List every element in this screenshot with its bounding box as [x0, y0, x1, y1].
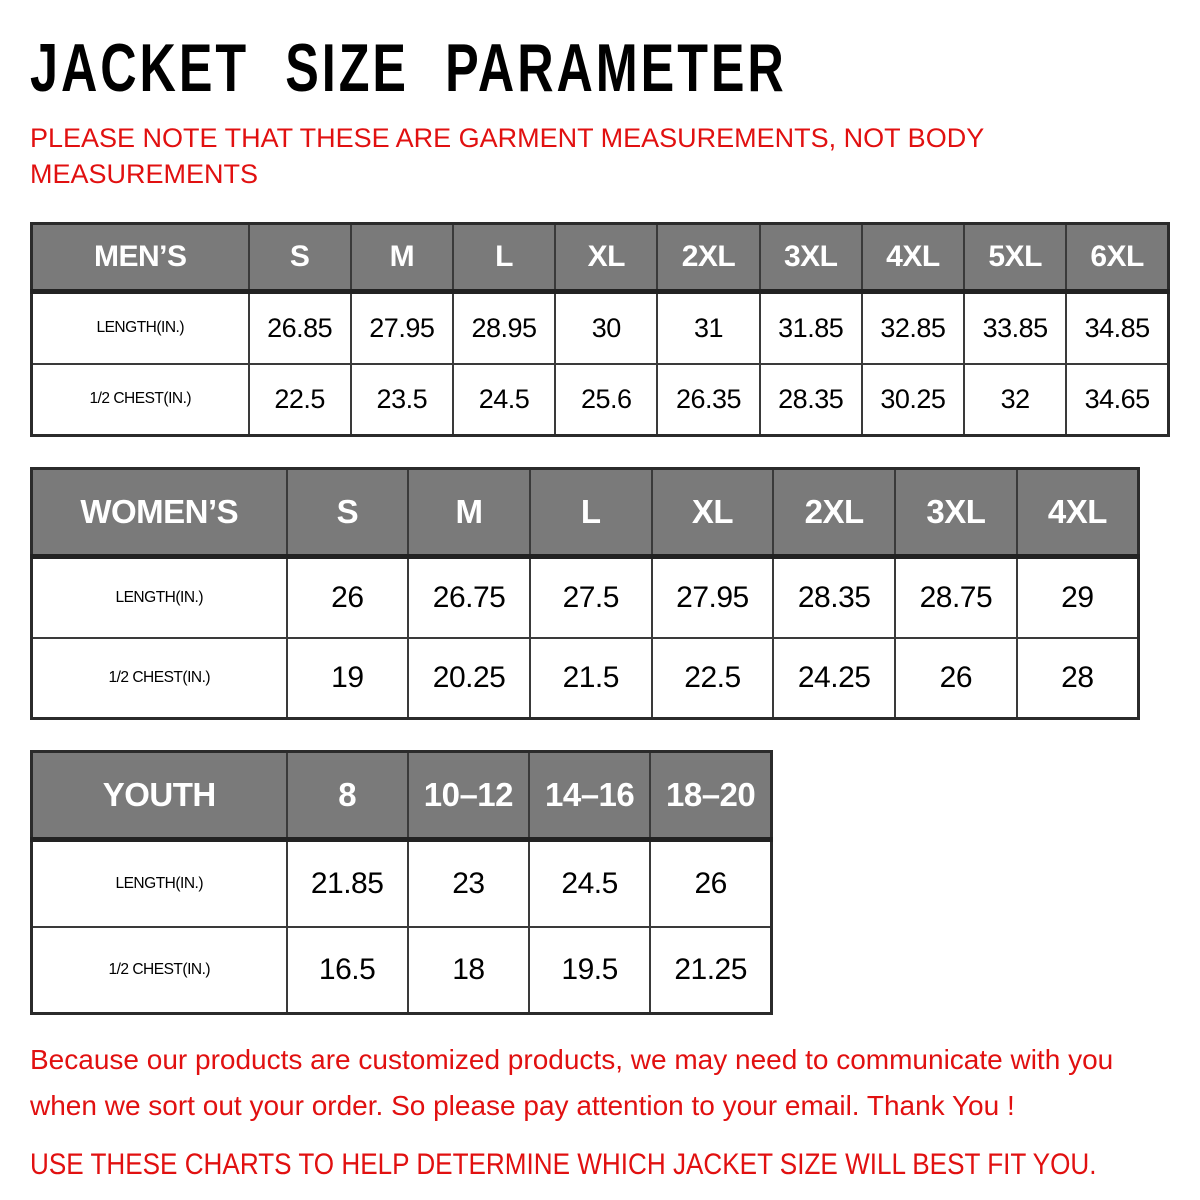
measurement-value: 23.5: [351, 364, 453, 436]
measurement-value: 18: [408, 927, 529, 1014]
size-header-cell: L: [530, 469, 652, 557]
measurement-value: 26.85: [249, 292, 351, 364]
measurement-value: 30: [555, 292, 657, 364]
measurement-value: 28.75: [895, 557, 1017, 638]
measurement-value: 21.85: [287, 840, 408, 927]
measurement-value: 34.85: [1066, 292, 1168, 364]
measurement-value: 26.35: [657, 364, 759, 436]
measurement-value: 34.65: [1066, 364, 1168, 436]
measurement-value: 28.35: [760, 364, 862, 436]
customization-notice-line-2: when we sort out your order. So please pay attention to your email. Thank You !: [30, 1090, 1015, 1121]
mens-size-table: [30, 222, 1170, 437]
size-header-cell: S: [249, 224, 351, 292]
measurement-value: 28.95: [453, 292, 555, 364]
page-title: JACKET SIZE PARAMETER: [30, 30, 787, 106]
measurement-value: 26: [650, 840, 771, 927]
size-header-cell: 3XL: [895, 469, 1017, 557]
measurement-value: 31.85: [760, 292, 862, 364]
womens-header-row: [32, 469, 1139, 557]
size-header-cell: 18–20: [650, 752, 771, 840]
size-header-cell: M: [351, 224, 453, 292]
usage-instruction: USE THESE CHARTS TO HELP DETERMINE WHICH JACKET SIZE WILL BEST FIT YOU.: [30, 1148, 1097, 1181]
measurement-value: 19: [287, 638, 409, 719]
measurement-value: 31: [657, 292, 759, 364]
size-header-cell: 5XL: [964, 224, 1066, 292]
measurement-value: 26: [287, 557, 409, 638]
measurement-row: [32, 840, 772, 927]
size-header-cell: L: [453, 224, 555, 292]
customization-notice: [30, 1037, 1170, 1129]
size-header-cell: 3XL: [760, 224, 862, 292]
size-header-cell: 4XL: [1017, 469, 1139, 557]
measurement-value: 24.25: [773, 638, 895, 719]
measurement-label: LENGTH(IN.): [32, 557, 287, 638]
measurement-row: [32, 638, 1139, 719]
measurement-row: [32, 292, 1169, 364]
measurement-label: 1/2 CHEST(IN.): [32, 638, 287, 719]
measurement-value: 24.5: [453, 364, 555, 436]
size-header-cell: 10–12: [408, 752, 529, 840]
youth-size-table: [30, 750, 773, 1015]
measurement-label: LENGTH(IN.): [32, 292, 249, 364]
measurement-value: 30.25: [862, 364, 964, 436]
measurement-label: 1/2 CHEST(IN.): [32, 927, 287, 1014]
measurement-value: 21.5: [530, 638, 652, 719]
measurement-label: 1/2 CHEST(IN.): [32, 364, 249, 436]
measurement-value: 19.5: [529, 927, 650, 1014]
measurement-value: 22.5: [249, 364, 351, 436]
youth-table-title: YOUTH: [32, 752, 287, 840]
womens-size-table: [30, 467, 1140, 720]
size-header-cell: M: [408, 469, 530, 557]
measurement-value: 20.25: [408, 638, 530, 719]
measurement-value: 32: [964, 364, 1066, 436]
measurement-value: 27.95: [652, 557, 774, 638]
measurement-value: 26: [895, 638, 1017, 719]
size-header-cell: S: [287, 469, 409, 557]
size-header-cell: 14–16: [529, 752, 650, 840]
measurement-value: 21.25: [650, 927, 771, 1014]
measurement-value: 26.75: [408, 557, 530, 638]
measurement-value: 33.85: [964, 292, 1066, 364]
mens-table-title: MEN’S: [32, 224, 249, 292]
womens-table-title: WOMEN’S: [32, 469, 287, 557]
measurement-value: 27.95: [351, 292, 453, 364]
note-line-2: MEASUREMENTS: [30, 159, 259, 189]
measurement-value: 28.35: [773, 557, 895, 638]
size-header-cell: XL: [555, 224, 657, 292]
note-line-1: PLEASE NOTE THAT THESE ARE GARMENT MEASUREMENTS, NOT BODY: [30, 123, 985, 153]
measurement-value: 23: [408, 840, 529, 927]
size-header-cell: 2XL: [773, 469, 895, 557]
measurement-value: 22.5: [652, 638, 774, 719]
measurement-row: [32, 364, 1169, 436]
size-tables: [30, 222, 1170, 1015]
measurement-value: 27.5: [530, 557, 652, 638]
measurement-value: 29: [1017, 557, 1139, 638]
size-header-cell: 8: [287, 752, 408, 840]
mens-header-row: [32, 224, 1169, 292]
size-header-cell: 2XL: [657, 224, 759, 292]
measurement-value: 32.85: [862, 292, 964, 364]
measurement-value: 25.6: [555, 364, 657, 436]
measurement-value: 24.5: [529, 840, 650, 927]
customization-notice-line-1: Because our products are customized products, we may need to communicate with you: [30, 1044, 1114, 1075]
youth-header-row: [32, 752, 772, 840]
garment-measurement-note: [30, 120, 1170, 192]
measurement-row: [32, 927, 772, 1014]
size-header-cell: XL: [652, 469, 774, 557]
measurement-label: LENGTH(IN.): [32, 840, 287, 927]
measurement-row: [32, 557, 1139, 638]
measurement-value: 28: [1017, 638, 1139, 719]
size-header-cell: 6XL: [1066, 224, 1168, 292]
measurement-value: 16.5: [287, 927, 408, 1014]
size-header-cell: 4XL: [862, 224, 964, 292]
